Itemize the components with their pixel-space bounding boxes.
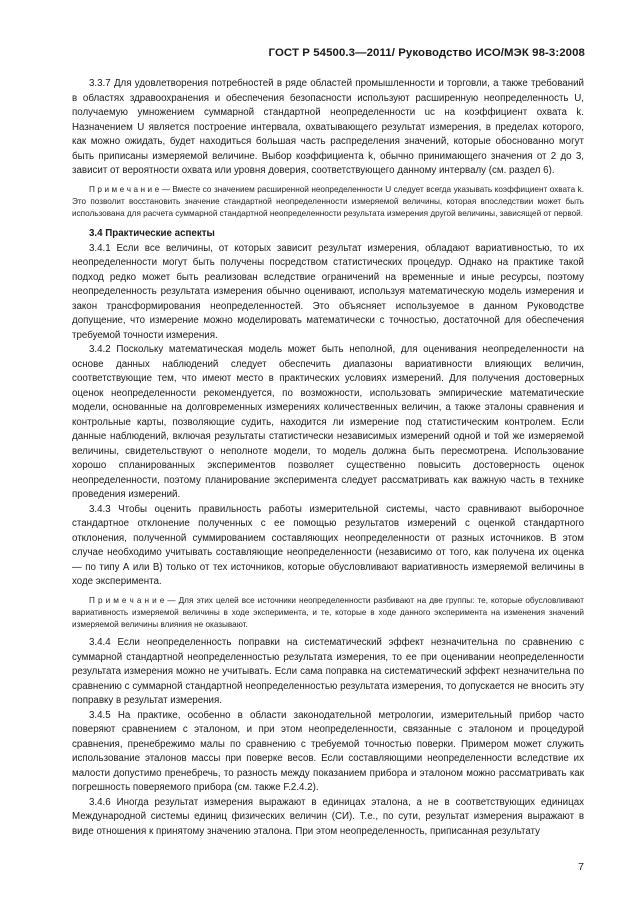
paragraph-3-3-7: 3.3.7 Для удовлетворения потребностей в ряде областей промышленности и торговли, а также требований в областях здравоохранения и обеспечения безопасности используют расширенную неопределенность U, получаемую умножением суммарной стандартной неопределенности uc на коэффициент охвата k. Назначением U является построение интервала, охватывающего результат измерения, в пределах которого, как можно ожидать, будет находиться большая часть распределения значений, которые обоснованно могут быть приписаны измеряемой величине. Выбор коэффициента k, обычно принимающего значения от 2 до 3, зависит от вероятности охвата или уровня доверия, соответствующего данному интервалу (см. раздел 6). (72, 78, 584, 176)
note-uncertainty-sources: П р и м е ч а н и е — Для этих целей все источники неопределенности разбивают на две группы: те, которые обусловливают вариативность измеряемой величины в ходе эксперимента, и те, которые в ходе данного эксперимента на изменения значений измеряемой величины влияния не оказывают. (72, 595, 584, 630)
document-body (72, 77, 584, 839)
paragraph-3-4-4: 3.4.4 Если неопределенность поправки на систематический эффект незначительна по сравнению с суммарной стандартной неопределенностью результата измерения, то ее при оценивании неопределенности результата измерения можно не учитывать. Если сама поправка на систематический эффект незначительна по сравнению с суммарной стандартной неопределенностью результата измерения, то допускается не вносить эту поправку в результат измерения. (72, 637, 584, 707)
document-header: ГОСТ Р 54500.3—2011/ Руководство ИСО/МЭК 98-3:2008 (268, 47, 585, 59)
note-expanded-uncertainty: П р и м е ч а н и е — Вместе со значением расширенной неопределенности U следует всегда указывать коэффициент охвата k. Это позволит восстановить значение стандартной неопределенности измеряемой величины, которая впоследствии может быть использована для расчета суммарной стандартной неопределенности результата измерения другой величины, зависящей от первой. (72, 184, 584, 218)
paragraph-3-4-1: 3.4.1 Если все величины, от которых зависит результат измерения, обладают вариативностью, то их неопределенности могут быть получены посредством статистических процедур. Однако на практике такой подход редко может быть реализован вследствие ограничений на временные и иные ресурсы, поэтому неопределенность результата измерения обычно оценивают, используя математическую модель измерения и закон трансформирования неопределенностей. Это объясняет используемое в данном Руководстве допущение, что измерение можно моделировать математически с точностью, достаточной для обеспечения требуемой точности измерения. (72, 242, 584, 341)
paragraph-3-4-2: 3.4.2 Поскольку математическая модель может быть неполной, для оценивания неопределенности на основе данных наблюдений следует обеспечить диапазоны вариативности влияющих величин, соответствующие тем, что имеют место в практических условиях измерений. Для получения достоверных оценок неопределенности рекомендуется, по возможности, использовать эмпирические математические модели, основанные на долговременных измерениях количественных величин, а также эталоны сравнения и контрольные карты, позволяющие судить, находится ли измерение под статистическим контролем. Если данные наблюдений, включая результаты статистически независимых измерений одной и той же измеряемой величины, свидетельствуют о неполноте модели, то модель должна быть пересмотрена. Использование хорошо спланированных экспериментов позволяет существенно повысить достоверность оценок неопределенности, поэтому планирование эксперимента следует рассматривать как важную часть в технике проведения измерений. (72, 344, 584, 501)
section-heading-3-4: 3.4 Практические аспекты (89, 228, 215, 240)
paragraph-3-4-5: 3.4.5 На практике, особенно в области законодательной метрологии, измерительный прибор часто поверяют сравнением с эталоном, и при этом неопределенности, связанные с эталоном и процедурой сравнения, пренебрежимо малы по сравнению с требуемой точностью поверки. Примером может служить использование эталонов массы при поверке весов. Если составляющими неопределенности вследствие их малости допустимо пренебречь, то разность между показанием прибора и эталоном можно рассматривать как погрешность поверяемого прибора (см. также F.2.4.2). (72, 709, 584, 794)
paragraph-3-4-6: 3.4.6 Иногда результат измерения выражают в единицах эталона, а не в соответствующих единицах Международной системы единиц физических величин (СИ). Т.е., по сути, результат измерения выражают в виде отношения к принятому значению эталона. При этом неопределенность, приписанная результату (72, 796, 584, 837)
page-number: 7 (578, 861, 584, 873)
paragraph-3-4-3: 3.4.3 Чтобы оценить правильность работы измерительной системы, часто сравнивают выборочное стандартное отклонение полученных с ее помощью результатов измерений с оценкой стандартного отклонения, полученной суммированием составляющих неопределенности от разных источников. В этом случае необходимо учитывать составляющие неопределенности (независимо от того, как получена их оценка — по типу А или В) только от тех источников, которые обусловливают вариативность измеряемой величины в ходе эксперимента. (72, 503, 584, 588)
